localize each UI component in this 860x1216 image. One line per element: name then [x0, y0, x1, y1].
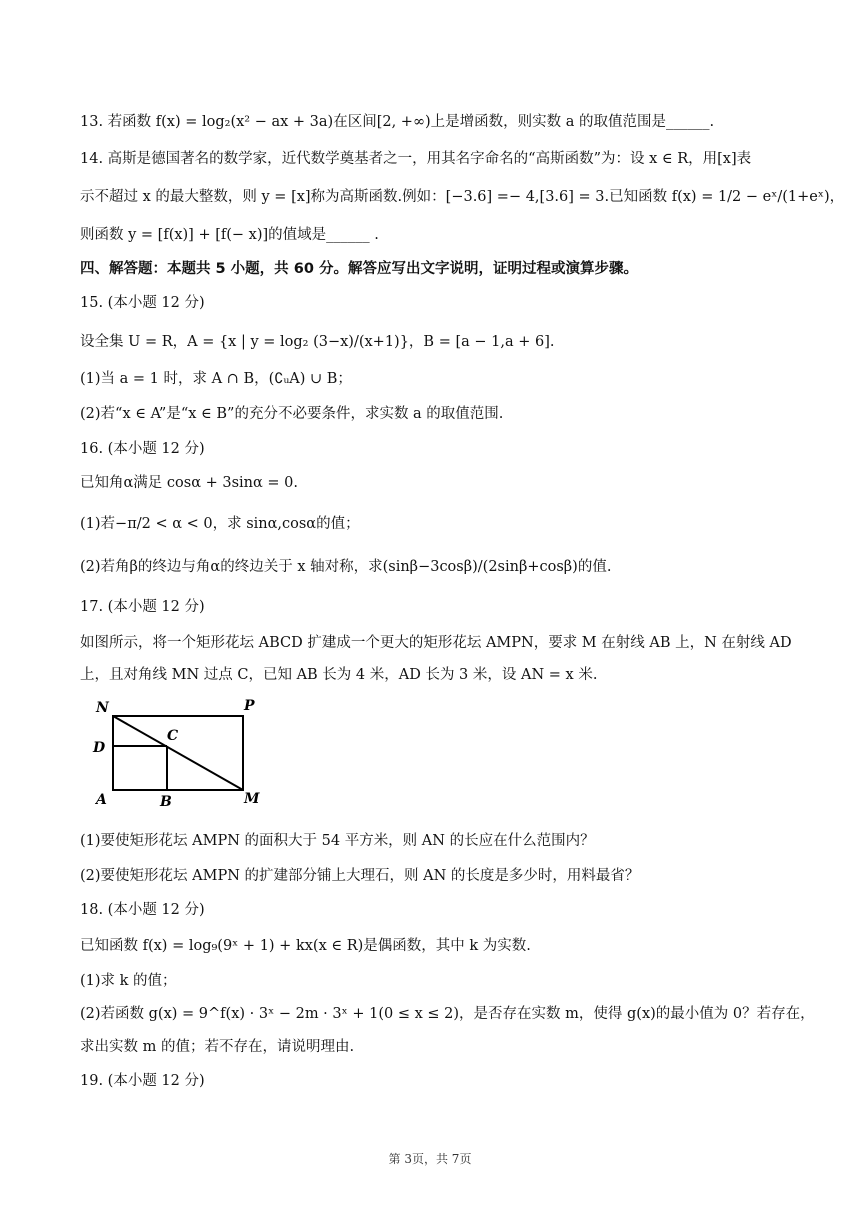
problem-17-header: 17. (本小题 12 分) [80, 599, 205, 615]
problem-13: 13. 若函数 f(x) = log₂(x² − ax + 3a)在区间[2, +∞)上是增函数，则实数 a 的取值范围是______. [80, 114, 715, 130]
problem-18-part-2-cont: 求出实数 m 的值；若不存在，请说明理由. [80, 1039, 355, 1055]
page-footer: 第 3页，共 7页 [388, 1152, 472, 1166]
label-P: P [244, 698, 255, 714]
problem-15-header: 15. (本小题 12 分) [80, 295, 205, 311]
problem-15-part-1: (1)当 a = 1 时，求 A ∩ B，(∁ᵤA) ∪ B； [80, 371, 352, 387]
problem-18-header: 18. (本小题 12 分) [80, 902, 205, 918]
label-M: M [244, 791, 260, 807]
problem-19-header: 19. (本小题 12 分) [80, 1073, 205, 1089]
label-B: B [160, 794, 172, 810]
problem-16-part-1: (1)若−π/2 < α < 0，求 sinα,cosα的值； [80, 516, 360, 532]
problem-18-part-2: (2)若函数 g(x) = 9^f(x) · 3ˣ − 2m · 3ˣ + 1(0 ≤ x ≤ 2)，是否存在实数 m，使得 g(x)的最小值为 0？若存在， [80, 1006, 815, 1022]
problem-17-text-2: 上，且对角线 MN 过点 C，已知 AB 长为 4 米，AD 长为 3 米，设 AN = x 米. [80, 667, 598, 683]
problem-16-header: 16. (本小题 12 分) [80, 441, 205, 457]
label-D: D [93, 740, 106, 756]
rectangle-figure [90, 696, 280, 816]
problem-17-part-1: (1)要使矩形花坛 AMPN 的面积大于 54 平方米，则 AN 的长应在什么范围内？ [80, 833, 595, 849]
section-heading: 四、解答题：本题共 5 小题，共 60 分。解答应写出文字说明，证明过程或演算步骤。 [80, 261, 638, 277]
label-N: N [96, 700, 109, 716]
problem-18-text: 已知函数 f(x) = log₉(9ˣ + 1) + kx(x ∈ R)是偶函数，其中 k 为实数. [80, 938, 531, 954]
label-C: C [167, 728, 179, 744]
problem-17-part-2: (2)要使矩形花坛 AMPN 的扩建部分铺上大理石，则 AN 的长度是多少时，用料最省？ [80, 868, 640, 884]
problem-16-part-2: (2)若角β的终边与角α的终边关于 x 轴对称，求(sinβ−3cosβ)/(2sinβ+cosβ)的值. [80, 559, 612, 575]
problem-14-line-1: 14. 高斯是德国著名的数学家，近代数学奠基者之一，用其名字命名的“高斯函数”为：设 x ∈ R，用[x]表 [80, 151, 752, 167]
problem-15-text: 设全集 U = R，A = {x | y = log₂ (3−x)/(x+1)}，B = [a − 1,a + 6]. [80, 334, 555, 350]
label-A: A [96, 792, 107, 808]
problem-14-line-3: 则函数 y = [f(x)] + [f(− x)]的值域是______ . [80, 227, 379, 243]
problem-17-text-1: 如图所示，将一个矩形花坛 ABCD 扩建成一个更大的矩形花坛 AMPN，要求 M 在射线 AB 上，N 在射线 AD [80, 635, 792, 651]
problem-14-line-2: 示不超过 x 的最大整数，则 y = [x]称为高斯函数.例如：[−3.6] =− 4,[3.6] = 3.已知函数 f(x) = 1/2 − eˣ/(1+eˣ)， [80, 189, 845, 205]
problem-15-part-2: (2)若“x ∈ A”是“x ∈ B”的充分不必要条件，求实数 a 的取值范围. [80, 406, 504, 422]
problem-18-part-1: (1)求 k 的值； [80, 973, 177, 989]
problem-16-text: 已知角α满足 cosα + 3sinα = 0. [80, 475, 298, 491]
